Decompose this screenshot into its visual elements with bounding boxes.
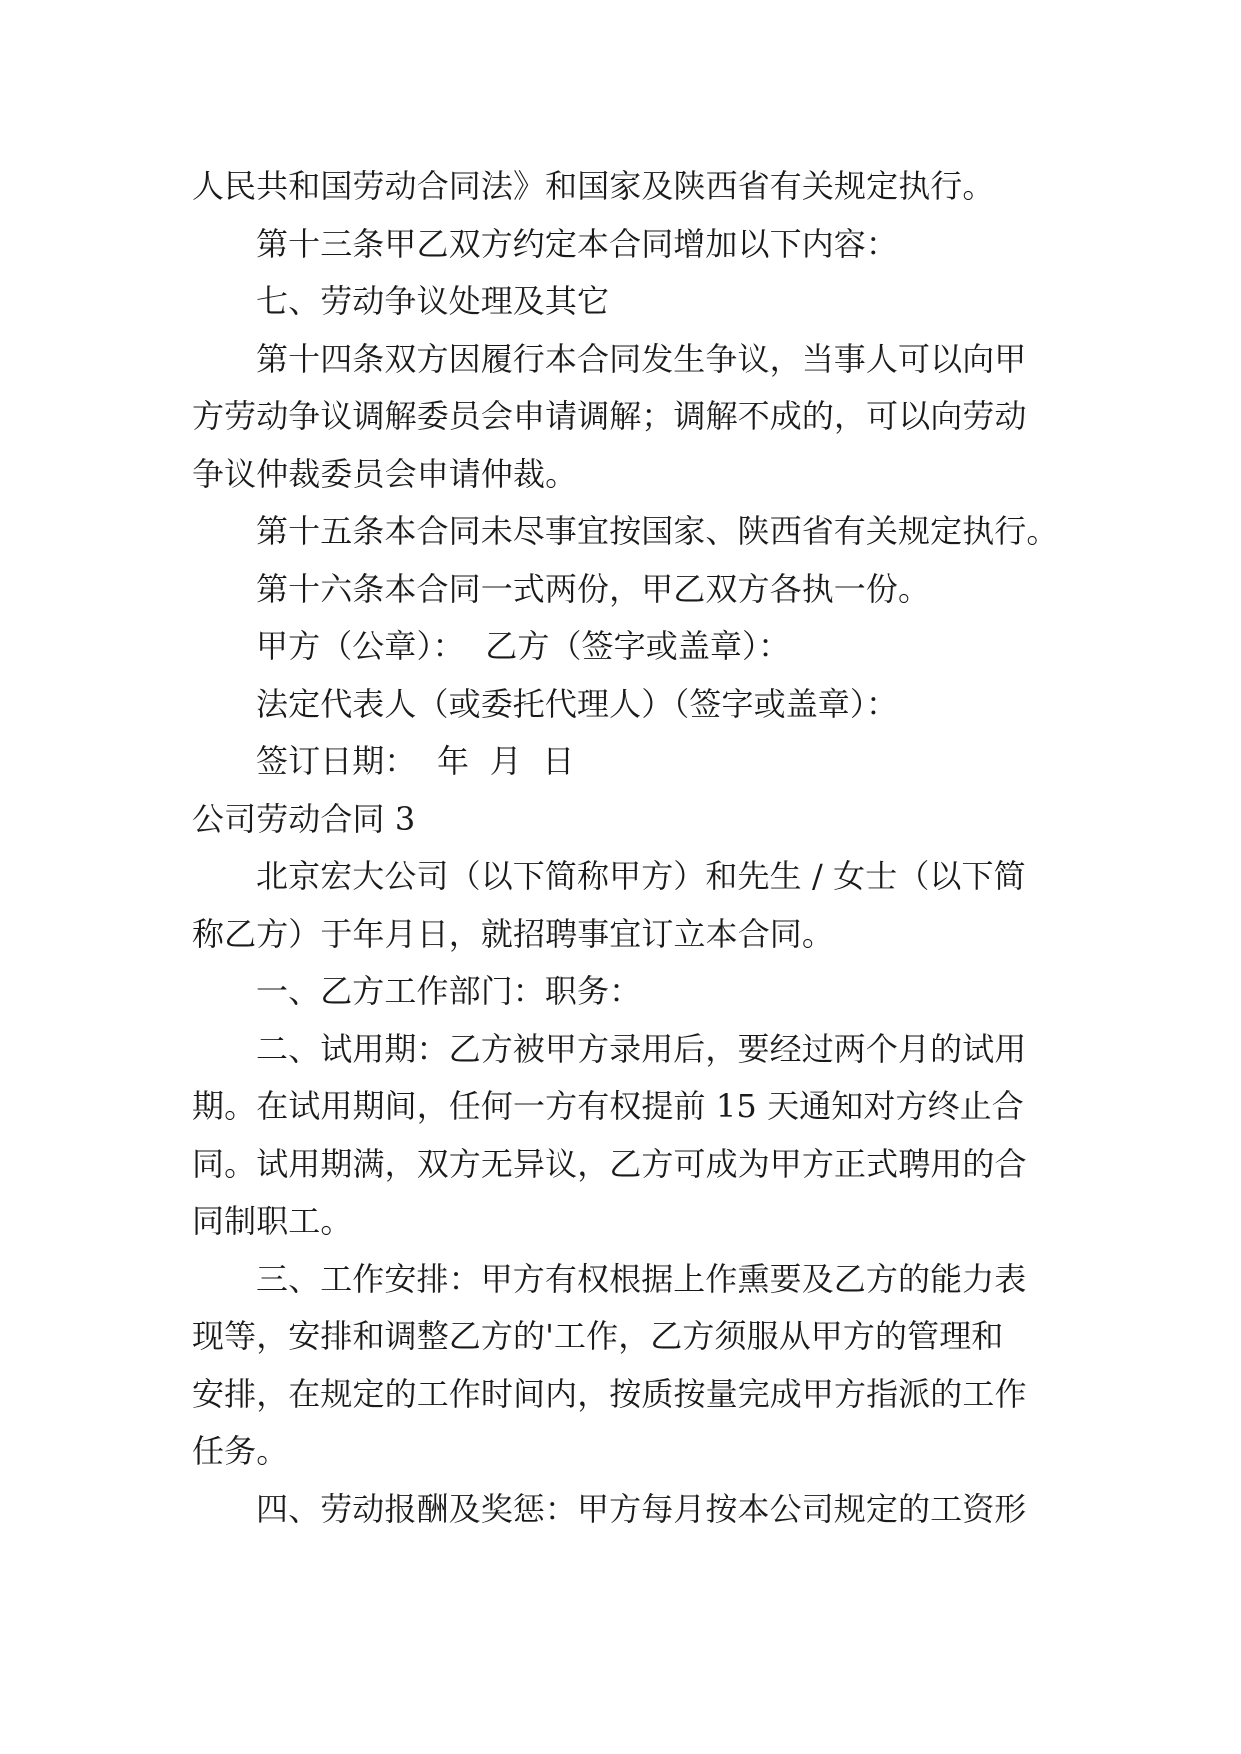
signature-representative-line: 法定代表人（或委托代理人）（签字或盖章）：	[256, 684, 899, 723]
contract-intro: 北京宏大公司（以下简称甲方）和先生 / 女士（以下简	[256, 857, 1026, 895]
text-line: 安排，在规定的工作时间内，按质按量完成甲方指派的工作	[192, 1374, 1027, 1413]
section-3: 三、工作安排：甲方有权根据上作熏要及乙方的能力表	[256, 1259, 1027, 1298]
section-4: 四、劳动报酬及奖惩：甲方每月按本公司规定的工资形	[256, 1489, 1027, 1528]
text-line: 现等，安排和调整乙方的'工作，乙方须服从甲方的管理和	[192, 1317, 1004, 1355]
clause-14: 第十四条双方因履行本合同发生争议，当事人可以向甲	[256, 339, 1027, 378]
text-line: 同。试用期满，双方无异议，乙方可成为甲方正式聘用的合	[192, 1144, 1027, 1183]
section-2: 二、试用期：乙方被甲方录用后，要经过两个月的试用	[256, 1029, 1027, 1068]
text-line: 任务。	[192, 1432, 289, 1470]
section-1: 一、乙方工作部门：职务：	[256, 972, 642, 1010]
text-line: 同制职工。	[192, 1202, 353, 1240]
text-line: 期。在试用期间，任何一方有权提前 15 天通知对方终止合	[192, 1087, 1024, 1125]
section-heading-7: 七、劳动争议处理及其它	[256, 282, 610, 320]
text-line: 称乙方）于年月日，就招聘事宜订立本合同。	[192, 914, 835, 953]
clause-16: 第十六条本合同一式两份，甲乙双方各执一份。	[256, 569, 931, 608]
signature-party-line: 甲方（公章）： 乙方（签字或盖章）：	[256, 627, 791, 665]
document-body	[192, 158, 1059, 1538]
clause-15: 第十五条本合同未尽事宜按国家、陕西省有关规定执行。	[256, 512, 1059, 550]
text-line: 方劳动争议调解委员会申请调解；调解不成的，可以向劳动	[192, 397, 1027, 435]
signing-date-line: 签订日期： 年 月 日	[256, 742, 575, 780]
document-heading: 公司劳动合同 3	[192, 799, 416, 838]
clause-13: 第十三条甲乙双方约定本合同增加以下内容：	[256, 224, 899, 263]
text-line: 争议仲裁委员会申请仲裁。	[192, 454, 578, 493]
text-line: 人民共和国劳动合同法》和国家及陕西省有关规定执行。	[192, 167, 995, 205]
